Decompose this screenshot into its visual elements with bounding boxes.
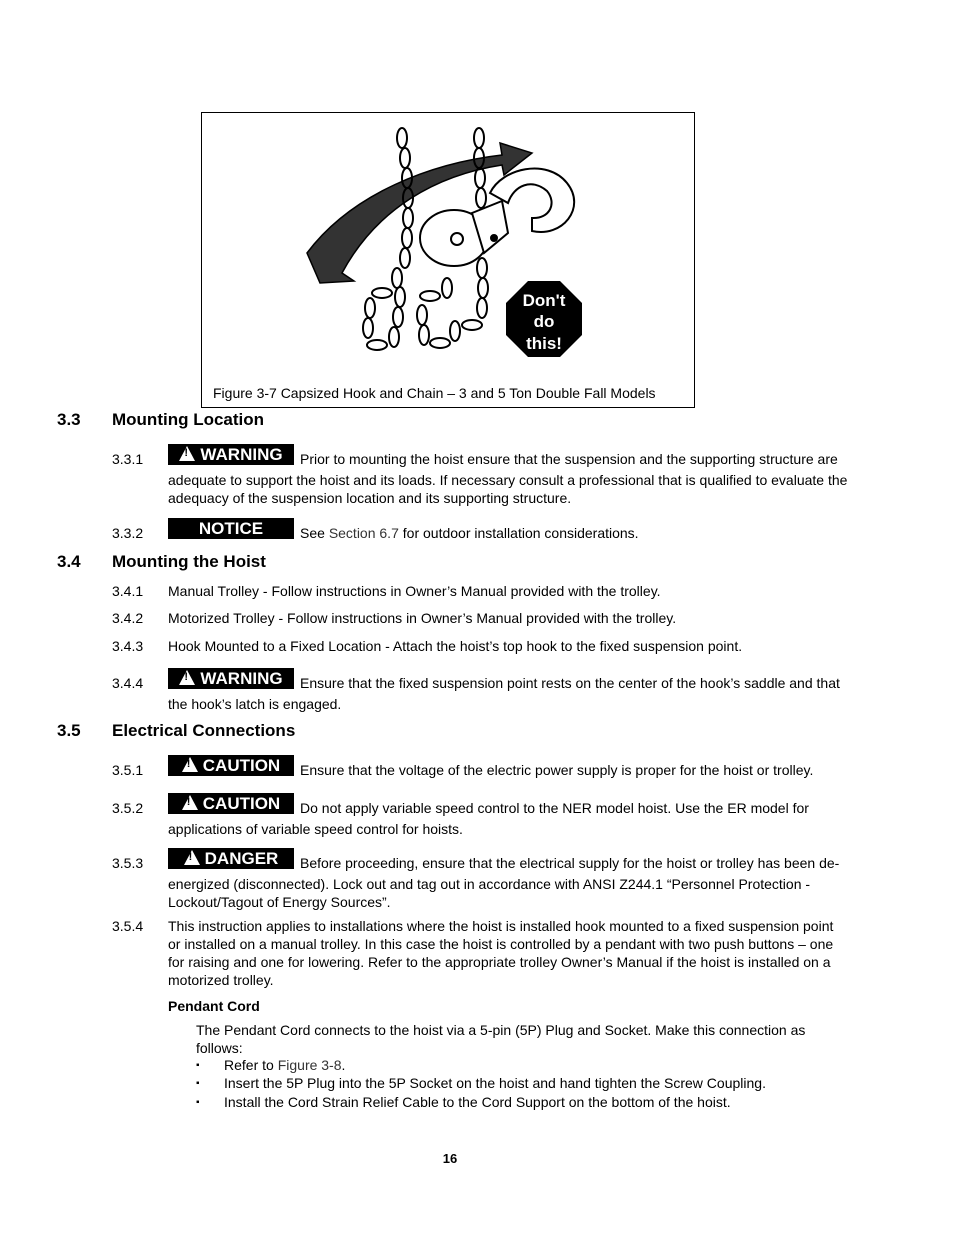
figure-caption: Figure 3-7 Capsized Hook and Chain – 3 and 5 Ton Double Fall Models	[213, 385, 656, 401]
warning-triangle-icon	[182, 795, 198, 810]
bullet-icon: ▪	[196, 1060, 200, 1071]
item-number: 3.3.1	[112, 451, 144, 467]
bullet-icon: ▪	[196, 1078, 200, 1089]
item-number: 3.4.1	[112, 583, 144, 599]
item-text: ! WARNING Ensure that the fixed suspension point rests on the center of the hook’s saddle and that the hook’s latch is engaged.	[168, 674, 848, 713]
warning-triangle-icon	[182, 757, 198, 772]
section-number: 3.5	[57, 721, 81, 740]
section-title: Mounting Location	[112, 410, 265, 429]
item-text: This instruction applies to installations where the hoist is installed hook mounted to a fixed suspension point or installed on a manual trolley. In this case the hoist is controlled by a pendant with two push buttons – one for raising and one for lowering. Refer to the appropriate trolley Owner’s Manual if the hoist is installed on a motorized trolley.	[168, 918, 834, 988]
item-text: Hook Mounted to a Fixed Location - Attach the hoist’s top hook to the fixed suspension point.	[168, 638, 743, 654]
notice-badge: NOTICE	[168, 518, 294, 539]
capsized-hook-illustration	[202, 113, 694, 383]
danger-badge: ! DANGER	[168, 848, 294, 869]
sign-line-3: this!	[526, 334, 562, 353]
pendant-cord-intro: The Pendant Cord connects to the hoist via a 5-pin (5P) Plug and Socket. Make this connection as follows:	[196, 1022, 806, 1056]
warning-badge: ! WARNING	[168, 668, 294, 689]
item-text: ! WARNING Prior to mounting the hoist ensure that the suspension and the supporting structure are adequate to support the hoist and its loads. If necessary consult a professional that is qualified to evaluate the adequacy of the suspension location and its supporting structure.	[168, 450, 848, 507]
item-number: 3.5.3	[112, 855, 144, 871]
section-number: 3.4	[57, 552, 81, 571]
stop-sign	[506, 281, 582, 357]
item-number: 3.4.4	[112, 675, 144, 691]
item-text: Motorized Trolley - Follow instructions in Owner’s Manual provided with the trolley.	[168, 610, 677, 626]
item-number: 3.4.2	[112, 610, 144, 626]
list-item: Install the Cord Strain Relief Cable to the Cord Support on the bottom of the hoist.	[224, 1094, 731, 1110]
section-link[interactable]: Section 6.7	[328, 525, 399, 541]
item-number: 3.5.4	[112, 918, 144, 934]
section-title: Mounting the Hoist	[112, 552, 266, 571]
warning-triangle-icon	[179, 670, 195, 685]
list-item: Insert the 5P Plug into the 5P Socket on the hoist and hand tighten the Screw Coupling.	[224, 1075, 766, 1091]
pendant-cord-heading: Pendant Cord	[168, 998, 260, 1014]
caution-badge: ! CAUTION	[168, 755, 294, 776]
bullet-icon: ▪	[196, 1097, 200, 1108]
section-number: 3.3	[57, 410, 81, 429]
item-text: ! CAUTION Do not apply variable speed control to the NER model hoist. Use the ER model for applications of variable speed control for hoists.	[168, 799, 848, 838]
item-text: ! DANGER Before proceeding, ensure that the electrical supply for the hoist or trolley has been de-energized (disconnected). Lock out and tag out in accordance with ANSI Z244.1 “Personnel Protection -Lockout/Tagout of Energy Sources”.	[168, 854, 848, 911]
item-number: 3.4.3	[112, 638, 144, 654]
sign-line-1: Don't	[522, 291, 566, 310]
warning-triangle-icon	[184, 850, 200, 865]
warning-badge: ! WARNING	[168, 444, 294, 465]
hoist-body	[420, 201, 508, 266]
section-title: Electrical Connections	[112, 721, 296, 740]
item-number: 3.5.1	[112, 762, 144, 778]
item-number: 3.5.2	[112, 800, 144, 816]
item-text: ! CAUTION Ensure that the voltage of the electric power supply is proper for the hoist or trolley.	[168, 761, 848, 782]
item-text: Manual Trolley - Follow instructions in Owner’s Manual provided with the trolley.	[168, 583, 661, 599]
page-number: 16	[442, 1151, 458, 1166]
item-number: 3.3.2	[112, 525, 144, 541]
caution-badge: ! CAUTION	[168, 793, 294, 814]
item-text: NOTICE See Section 6.7 for outdoor installation considerations.	[168, 524, 848, 545]
chain-left	[363, 128, 413, 350]
figure-link[interactable]: Figure 3-8	[277, 1057, 342, 1073]
figure-3-7	[201, 112, 695, 408]
list-item: Refer to Figure 3-8.	[224, 1057, 346, 1073]
warning-triangle-icon	[179, 446, 195, 461]
sign-line-2: do	[533, 312, 555, 331]
